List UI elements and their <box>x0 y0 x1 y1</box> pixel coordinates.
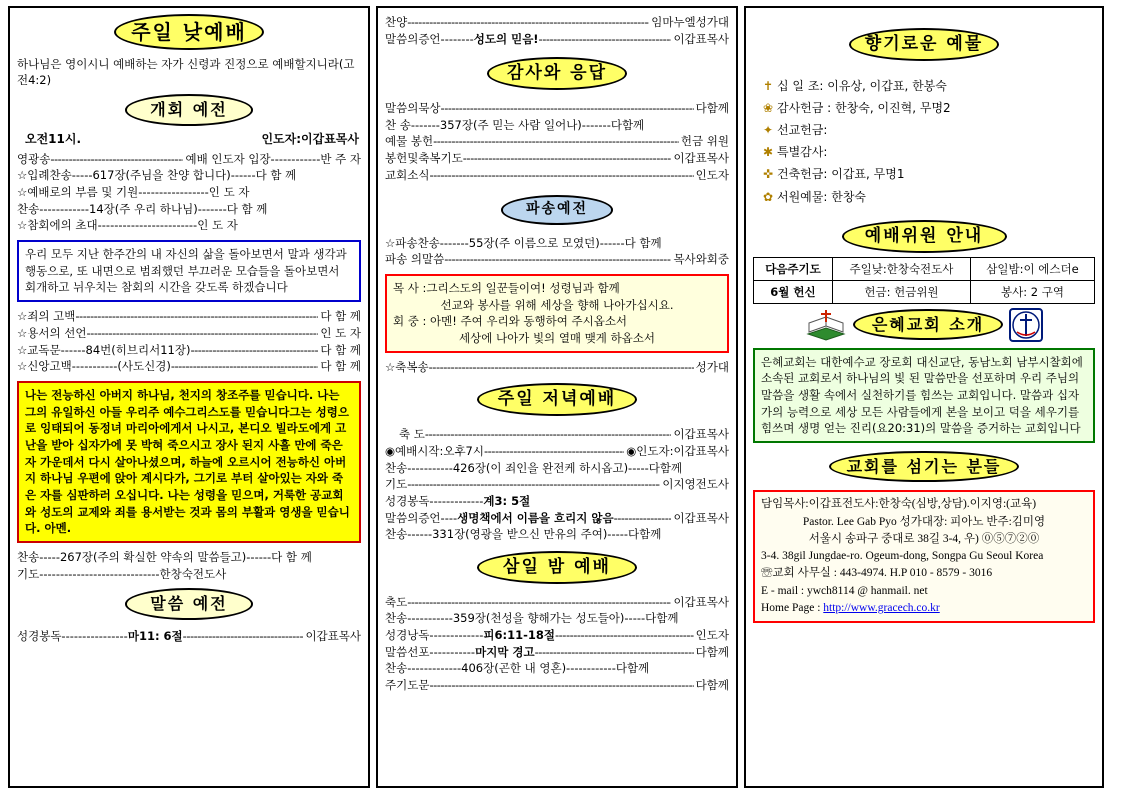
leader-dots <box>463 150 672 167</box>
order-line: ☆참회에의 초대------------------------인 도 자 <box>17 218 238 233</box>
sermon-title: 생명책에서 이름을 흐리지 않음 <box>457 510 614 525</box>
list-item: ❀ 감사헌금 : 한창숙, 이진혁, 무명2 <box>759 97 1095 119</box>
order-line: ☆죄의 고백 ----- 다 함 께 <box>17 308 361 325</box>
scripture-reference: 마11: 6절 <box>127 628 183 643</box>
scripture-reference: 계3: 5절 <box>483 493 531 508</box>
address-line-en: 3-4. 38gil Jungdae-ro. Ogeum-dong, Songpa Gu Seoul Korea <box>761 550 1044 563</box>
leader-dots <box>484 443 624 460</box>
church-staff-box <box>753 490 1095 623</box>
service-time-leader <box>25 130 359 147</box>
leader-dots <box>444 251 671 268</box>
offering-list <box>759 75 1095 208</box>
scripture-reference: 피6:11-18절 <box>483 627 555 642</box>
title-thanksgiving-response: 감사와 응답 <box>487 57 627 90</box>
order-line: 찬송------331장(영광을 받으신 만유의 주여)-----다함께 <box>385 527 662 542</box>
leader-dots <box>433 133 679 150</box>
order-line: 교회소식 ----- 인도자 <box>385 167 729 184</box>
title-sunday-evening-service: 주일 저녁예배 <box>477 383 637 416</box>
title-opening-liturgy: 개회 예전 <box>125 94 253 126</box>
church-emblem-icon <box>1009 308 1043 342</box>
leader-dots <box>50 151 183 168</box>
sending-congregation-line2: 세상에 나아가 빛의 열매 맺게 하옵소서 <box>458 331 656 346</box>
cross-icon: ✝ <box>762 78 774 93</box>
homepage-line: Home Page : http://www.gracech.co.kr <box>761 601 940 614</box>
leader-dots <box>75 308 318 325</box>
leader-dots <box>407 594 671 611</box>
table-row: 6월 헌신 헌금: 헌금위원 봉사: 2 구역 <box>754 280 1095 303</box>
order-line: 기도 ----- 이지영전도사 <box>385 476 729 493</box>
table-row: 다음주기도 주일낮:한창숙전도사 삼일밤:이 에스더e <box>754 257 1095 280</box>
order-line: 찬송-------------406장(곤한 내 영혼)------------다함께 <box>385 661 650 676</box>
leader-dots <box>425 426 672 443</box>
leader-dots <box>171 358 319 375</box>
order-line: 말씀의묵상 ----- 다함께 <box>385 100 729 117</box>
email-line: E - mail : ywch8114 @ hanmail. net <box>761 584 928 597</box>
order-line: ☆파송찬송-------55장(주 이름으로 모였던)------다 함께 <box>385 235 662 250</box>
list-item: ✱ 특별감사: <box>759 141 1095 163</box>
order-line: ☆신앙고백-----------(사도신경) ----- 다 함 께 <box>17 358 361 375</box>
scripture-reading-line: 성경봉독---------------- 마11: 6절 ----- 이갑표목사 <box>17 628 361 645</box>
title-church-staff: 교회를 섬기는 분들 <box>829 451 1019 483</box>
order-line: 말씀선포----------- 마지막 경고 ----- 다함께 <box>385 644 729 661</box>
order-line: 성경봉독------------- 계3: 5절 <box>385 493 531 508</box>
sermon-title: 마지막 경고 <box>475 644 535 659</box>
praise-line: 찬양 ----- 임마누엘성가대 <box>385 14 729 31</box>
homepage-link[interactable]: http://www.gracech.co.kr <box>823 601 940 614</box>
address-line: 서울시 송파구 중대로 38길 3-4, 우) ⓪⑤⑦②⓪ <box>808 532 1040 545</box>
sending-words-box <box>385 274 729 353</box>
order-line: ☆축복송 ----- 성가대 <box>385 359 729 376</box>
order-line: 찬송-----------426장(이 죄인을 완전케 하시옵고)-----다함께 <box>385 460 683 475</box>
column-middle <box>376 6 738 788</box>
leader-dots <box>429 167 693 184</box>
sending-pastor-line1: 목 사 :그리스도의 일꾼들이여! 성령님과 함께 <box>393 281 620 296</box>
order-line: 찬송-----267장(주의 확실한 약속의 말씀들고)------다 함 께 <box>17 549 312 564</box>
list-item: ✦ 선교헌금: <box>759 119 1095 141</box>
order-line: 축 도 ----- 이갑표목사 <box>385 426 729 443</box>
flower-icon: ❀ <box>762 100 774 115</box>
sending-congregation-line1: 회 중 : 아멘! 주여 우리와 동행하여 주시옵소서 <box>393 314 628 329</box>
opening-verse: 하나님은 영이시니 예배하는 자가 신령과 진정으로 예배할지니라(고전4:2) <box>17 57 355 88</box>
service-leader: 인도자:이갑표목사 <box>261 131 359 146</box>
list-item: ✿ 서원예물: 한창숙 <box>759 186 1095 208</box>
order-line: 찬송-----------359장(천성을 향해가는 성도들아)-----다함께 <box>385 611 679 626</box>
apostles-creed-box: 나는 전능하신 아버지 하나님, 천지의 창조주를 믿습니다. 나는 그의 유일하신 아들 우리주 예수그리스도를 믿습니다그는 성령으로 잉태되어 동정녀 마리아에게서 나시고, 본디오 빌라도에게 고난을 받아 십자가에 못 박혀 죽으시고 장사 된지 사흘 만에 죽은 자 가운데서 다시 살아나셨으며, 하늘에 오르시어 전능하신 아버지 하나님 우편에 앉아 계시다가, 그기로 부터 살아있는 자와 죽은 자를 심판하러 오십니다. 나는 성령을 믿으며, 거룩한 공교회와 성도의 교제와 죄를 용서받는 것과 몸의 부활과 영생을 믿습니다. 아멘. <box>17 381 361 543</box>
leader-dots <box>535 644 694 661</box>
title-church-introduction: 은혜교회 소개 <box>853 309 1003 341</box>
staff-line: Pastor. Lee Gab Pyo 성가대장: 피아노 반주:김미영 <box>802 515 1046 528</box>
order-line: 봉헌및축복기도 ----- 이갑표목사 <box>385 150 729 167</box>
committee-table <box>753 257 1095 304</box>
order-line: 말씀의증언---- 생명책에서 이름을 흐리지 않음 ----- 이갑표목사 <box>385 510 729 527</box>
order-line: 축도 ----- 이갑표목사 <box>385 594 729 611</box>
leader-dots <box>441 100 694 117</box>
order-line: ☆교독문------84번(히브리서11장) ----- 다 함 께 <box>17 342 361 359</box>
staff-line: 담임목사:이갑표전도사:한창숙(심방,상담).이지영:(교육) <box>761 498 1037 511</box>
sermon-line: 말씀의증언-------- 성도의 믿음! ----- 이갑표목사 <box>385 31 729 48</box>
title-sunday-morning-service: 주일 낮예배 <box>114 14 264 50</box>
open-book-icon <box>805 308 847 342</box>
confession-invitation-box: 우리 모두 지난 한주간의 내 자신의 삶을 돌아보면서 말과 생각과 행동으로, 또 내면으로 범죄했던 부끄러운 모습들을 돌아보면서 회개하고 뉘우치는 참회의 시간을 갖도록 하겠습니다 <box>17 240 361 302</box>
order-line: 찬송------------14장(주 우리 하나님)-------다 함 께 <box>17 201 268 216</box>
order-line: ☆입례찬송-----617장(주님을 찬양 합니다)------다 함 께 <box>17 168 297 183</box>
list-item: ✝ 십 일 조: 이유상, 이갑표, 한봉숙 <box>759 75 1095 97</box>
order-line: 찬 송-------357장(주 믿는 사람 일어나)-------다함께 <box>385 117 645 132</box>
title-worship-committee: 예배위원 안내 <box>842 220 1007 253</box>
order-line: 주기도문 ----- 다함께 <box>385 677 729 694</box>
order-line: 영광송 ----- 예배 인도자 입장------------반 주 자 <box>17 151 361 168</box>
blossom-icon: ✿ <box>762 189 774 204</box>
leader-dots <box>555 627 694 644</box>
asterisk-icon: ✱ <box>762 145 774 160</box>
leader-dots <box>614 510 672 527</box>
cross-ornate-icon: ✜ <box>762 167 774 182</box>
evening-time-leader: ◉예배시작:오후7시 ----- ◉인도자:이갑표목사 <box>385 443 729 460</box>
leader-dots <box>407 14 649 31</box>
leader-dots <box>183 628 304 645</box>
star-icon: ✦ <box>762 123 774 138</box>
sending-pastor-line2: 선교와 봉사를 위해 세상을 향해 나아가십시요. <box>440 297 674 312</box>
leader-dots <box>539 31 672 48</box>
order-line: 예물 봉헌 ----- 헌금 위원 <box>385 133 729 150</box>
order-line: 파송 의말씀 ----- 목사와회중 <box>385 251 729 268</box>
order-line: ☆예배로의 부름 및 기원-----------------인 도 자 <box>17 185 250 200</box>
column-left <box>8 6 370 788</box>
title-wednesday-service: 삼일 밤 예배 <box>477 551 637 584</box>
title-word-liturgy: 말씀 예전 <box>125 588 253 620</box>
leader-dots <box>87 325 319 342</box>
church-introduction-box: 은혜교회는 대한예수교 장로회 대신교단, 동남노회 남부시찰회에 소속된 교회로서 하나님의 빛 된 말씀만을 선포하며 우리 주님의 말씀을 생활 속에서 실천하기를 힘쓰는 교회입니다. 말씀과 십자가의 능력으로 세상 모든 사람들에게 본을 보이고 덕을 세우기를 힘쓰며 생명 얻는 진리(요20:31)의 말씀을 증거하는 교회입니다 <box>753 348 1095 443</box>
order-line: ☆용서의 선언 ----- 인 도 자 <box>17 325 361 342</box>
column-right <box>744 6 1104 788</box>
leader-dots <box>429 359 694 376</box>
order-line: 기도-----------------------------한창숙전도사 <box>17 566 227 581</box>
sermon-title: 성도의 믿음! <box>473 31 539 46</box>
title-sending-liturgy: 파송예전 <box>501 195 613 224</box>
phone-line: ☏교회 사무실 : 443-4974. H.P 010 - 8579 - 3016 <box>761 567 993 580</box>
leader-dots <box>429 677 693 694</box>
leader-dots <box>407 476 660 493</box>
order-line: 성경낭독------------- 피6:11-18절 ----- 인도자 <box>385 627 729 644</box>
leader-dots <box>190 342 318 359</box>
church-intro-header <box>753 308 1095 342</box>
title-offerings: 향기로운 예물 <box>849 28 999 61</box>
service-time: 오전11시. <box>25 131 82 146</box>
list-item: ✜ 건축헌금: 이갑표, 무명1 <box>759 163 1095 185</box>
